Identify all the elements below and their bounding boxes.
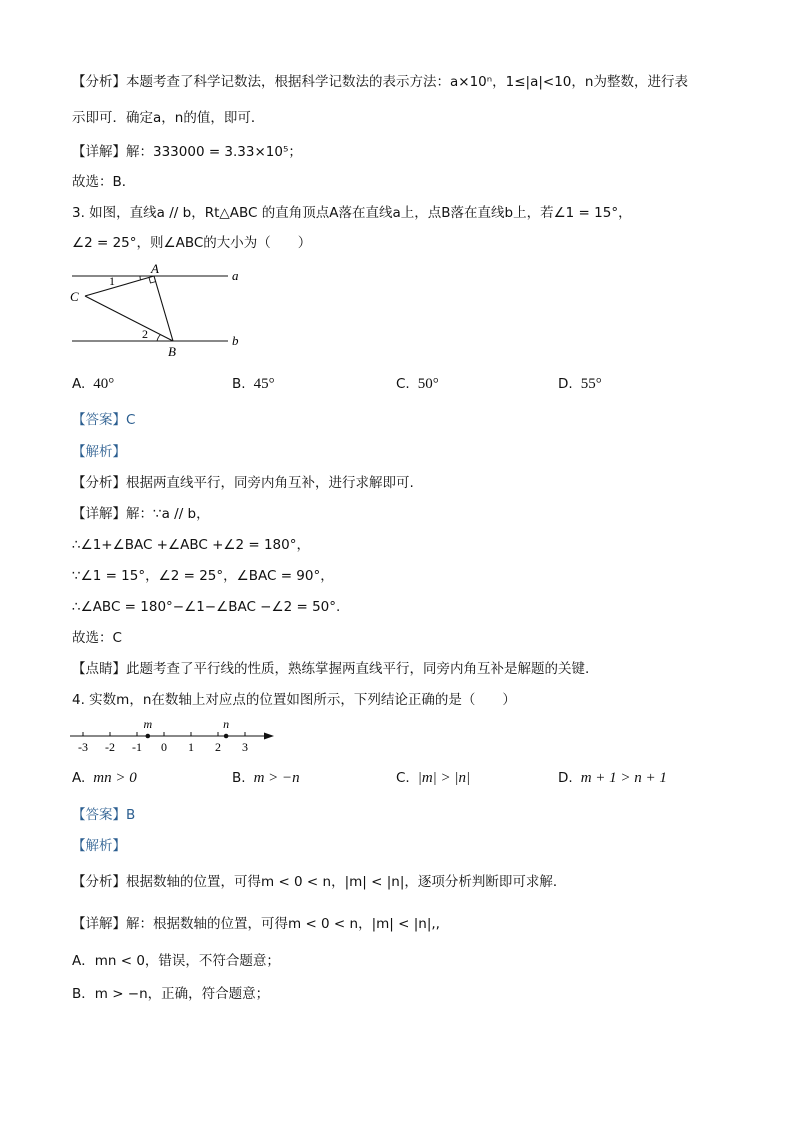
point-m — [146, 734, 151, 739]
label-C: C — [70, 289, 79, 304]
tick-label: 3 — [242, 740, 248, 754]
number-line — [64, 714, 284, 756]
label-a: a — [232, 268, 239, 283]
q3-figure — [60, 258, 260, 364]
q4-option-b: B. m > −n — [232, 770, 300, 786]
q4-jiexi: 【解析】 — [72, 838, 126, 854]
q4-option-d: D. m + 1 > n + 1 — [558, 770, 667, 786]
angle-2-arc — [157, 335, 161, 342]
q3-option-a: A. 40° — [72, 376, 115, 392]
q3-choose: 故选：C — [72, 630, 122, 646]
q3-detail-2: ∴∠1+∠BAC +∠ABC +∠2 = 180°， — [72, 537, 310, 553]
label-angle-2: 2 — [142, 327, 148, 341]
label-angle-1: 1 — [109, 274, 115, 288]
q3-stem-2: ∠2 = 25°，则∠ABC的大小为（ ） — [72, 235, 312, 251]
q4-option-c: C. |m| > |n| — [396, 770, 471, 786]
tick-label: -1 — [132, 740, 142, 754]
q3-option-c: C. 50° — [396, 376, 439, 392]
label-A: A — [151, 261, 159, 276]
number-line-arrow — [264, 733, 274, 740]
q4-option-a: A. mn > 0 — [72, 770, 137, 786]
q4-answer: 【答案】B — [72, 807, 136, 823]
q3-stem-1: 3. 如图，直线a // b，Rt△ABC 的直角顶点A落在直线a上，点B落在直线b上，若∠1 = 15°， — [72, 205, 632, 221]
segment-ab — [154, 276, 173, 341]
q4-fenxi: 【分析】根据数轴的位置，可得m < 0 < n，|m| < |n|，逐项分析判断即可求解． — [72, 874, 567, 890]
choose-b: 故选：B． — [72, 174, 136, 190]
analysis-sci-cont: 示即可．确定a，n的值，即可． — [72, 110, 265, 126]
q4-stem: 4. 实数m，n在数轴上对应点的位置如图所示，下列结论正确的是（ ） — [72, 692, 516, 708]
label-b: b — [232, 333, 239, 348]
segment-ca — [85, 276, 154, 296]
point-n — [224, 734, 229, 739]
q4-xiangjie: 【详解】解：根据数轴的位置，可得m < 0 < n，|m| < |n|,, — [72, 916, 440, 932]
analysis-sci: 【分析】本题考查了科学记数法，根据科学记数法的表示方法：a×10ⁿ，1≤|a|<10，n为整数，进行表 — [72, 74, 688, 90]
q3-detail-3: ∵∠1 = 15°，∠2 = 25°，∠BAC = 90°， — [72, 568, 334, 584]
point-label-m: m — [143, 717, 153, 731]
tick-label: 1 — [188, 740, 194, 754]
q3-option-b: B. 45° — [232, 376, 275, 392]
q3-option-d: D. 55° — [558, 376, 602, 392]
q4-line-a: A．mn < 0，错误，不符合题意； — [72, 953, 280, 969]
q3-detail-1: 【详解】解：∵a // b， — [72, 506, 210, 522]
tick-label: 0 — [161, 740, 167, 754]
tick-label: -3 — [78, 740, 88, 754]
q3-jiexi: 【解析】 — [72, 444, 126, 460]
segment-cb — [85, 296, 173, 341]
q3-detail-4: ∴∠ABC = 180°−∠1−∠BAC −∠2 = 50°. — [72, 599, 341, 615]
tick-label: 2 — [215, 740, 221, 754]
q3-answer: 【答案】C — [72, 412, 136, 428]
point-label-n: n — [223, 717, 230, 731]
tick-label: -2 — [105, 740, 115, 754]
q3-fenxi: 【分析】根据两直线平行，同旁内角互补，进行求解即可. — [72, 475, 414, 491]
q3-dianjing: 【点睛】此题考查了平行线的性质，熟练掌握两直线平行，同旁内角互补是解题的关键. — [72, 661, 590, 677]
label-B: B — [168, 344, 176, 359]
q4-line-b: B．m > −n，正确，符合题意； — [72, 986, 270, 1002]
angle-1-arc — [140, 276, 141, 280]
detail-sci: 【详解】解：333000 = 3.33×10⁵； — [72, 144, 302, 160]
